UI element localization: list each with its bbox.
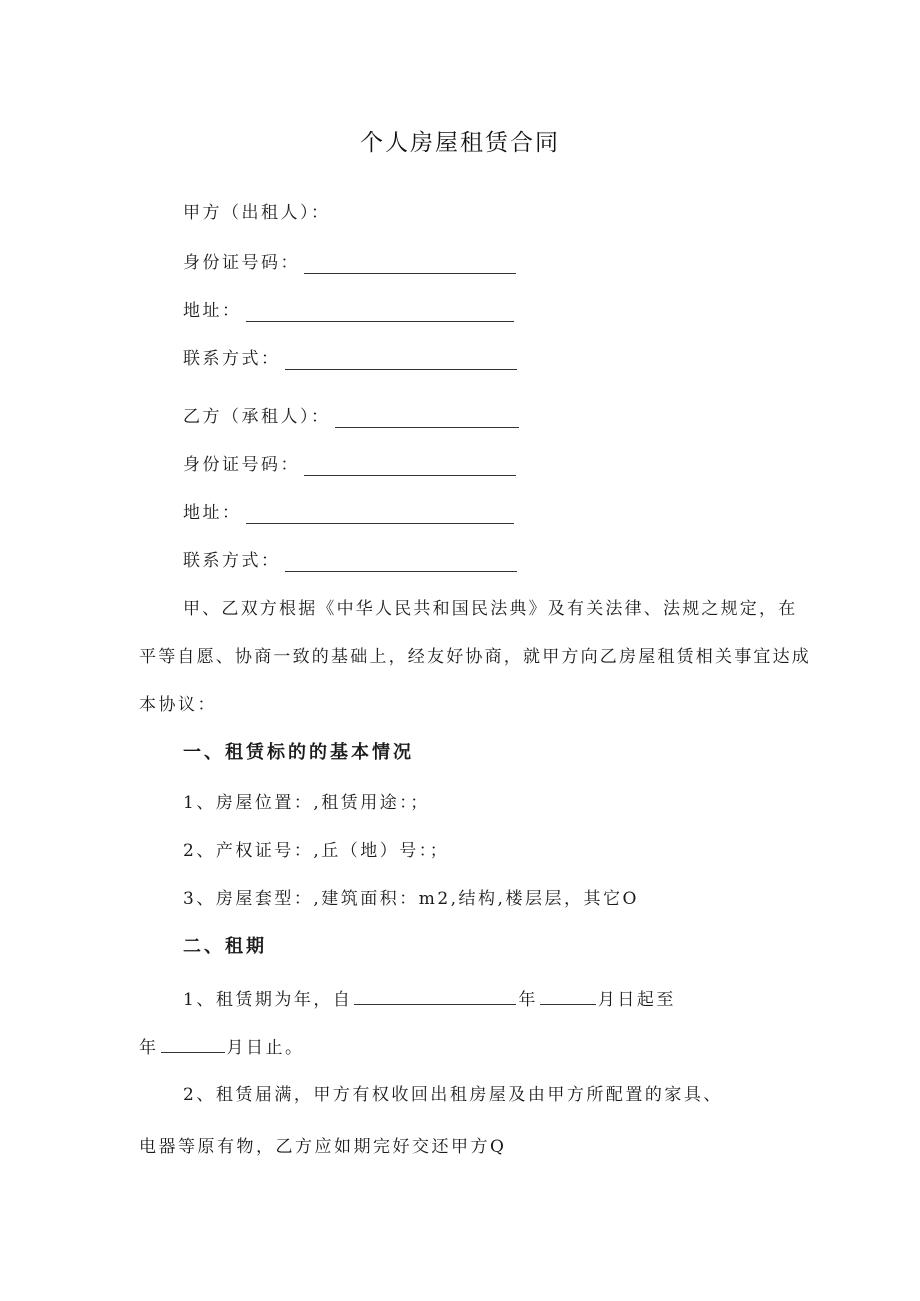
lease-term-prefix: 1、租赁期为年，自 — [183, 990, 353, 1010]
party-b-row — [183, 402, 519, 430]
intro-line-1: 甲、乙双方根据《中华人民共和国民法典》及有关法律、法规之规定，在 — [183, 599, 798, 619]
party-b-id-row — [183, 450, 516, 478]
section-1-item-1: 1、房屋位置：,租赁用途：； — [183, 793, 430, 813]
start-year-suffix: 年 — [518, 990, 538, 1010]
end-date-suffix: 月日止。 — [226, 1038, 305, 1058]
party-a-id-row — [183, 248, 516, 276]
section-1-heading: 一、租赁标的的基本情况 — [183, 742, 414, 763]
party-b-address-row — [183, 498, 514, 526]
party-b-contact-label: 联系方式： — [183, 551, 281, 571]
section-1-item-3: 3、房屋套型：,建筑面积：m2,结构,楼层层，其它O — [183, 889, 639, 909]
section-1-item-2: 2、产权证号：,丘（地）号：； — [183, 841, 450, 861]
party-b-contact-blank[interactable] — [285, 551, 517, 572]
party-b-id-blank[interactable] — [304, 455, 516, 476]
party-a-address-blank[interactable] — [246, 301, 514, 322]
party-b-label: 乙方（承租人）： — [183, 407, 331, 427]
intro-line-3: 本协议： — [139, 695, 217, 715]
party-a-address-label: 地址： — [183, 301, 242, 321]
party-b-address-label: 地址： — [183, 503, 242, 523]
end-year-suffix: 年 — [139, 1038, 159, 1058]
start-month-blank[interactable] — [540, 986, 596, 1005]
start-date-suffix: 月日起至 — [597, 990, 676, 1010]
party-b-id-label: 身份证号码： — [183, 455, 300, 475]
document-title: 个人房屋租赁合同 — [360, 130, 560, 156]
party-a-contact-blank[interactable] — [285, 349, 517, 370]
section-2-item-1-line-1 — [183, 986, 676, 1013]
section-2-item-2-line-2: 电器等原有物，乙方应如期完好交还甲方Q — [139, 1137, 507, 1157]
section-2-heading: 二、租期 — [183, 936, 267, 957]
party-b-address-blank[interactable] — [246, 503, 514, 524]
intro-line-2: 平等自愿、协商一致的基础上，经友好协商，就甲方向乙房屋租赁相关事宜达成 — [139, 647, 811, 667]
end-month-blank[interactable] — [161, 1034, 225, 1053]
party-a-label: 甲方（出租人）： — [183, 203, 331, 223]
section-2-item-1-line-2 — [139, 1034, 305, 1061]
section-2-item-2-line-1: 2、租赁届满，甲方有权收回出租房屋及由甲方所配置的家具、 — [183, 1085, 723, 1105]
party-b-name-blank[interactable] — [335, 407, 519, 428]
party-a-address-row — [183, 296, 514, 324]
start-year-blank[interactable] — [354, 986, 516, 1005]
party-a-contact-label: 联系方式： — [183, 349, 281, 369]
party-b-contact-row — [183, 546, 517, 574]
party-a-id-blank[interactable] — [304, 253, 516, 274]
party-a-id-label: 身份证号码： — [183, 253, 300, 273]
party-a-contact-row — [183, 344, 517, 372]
